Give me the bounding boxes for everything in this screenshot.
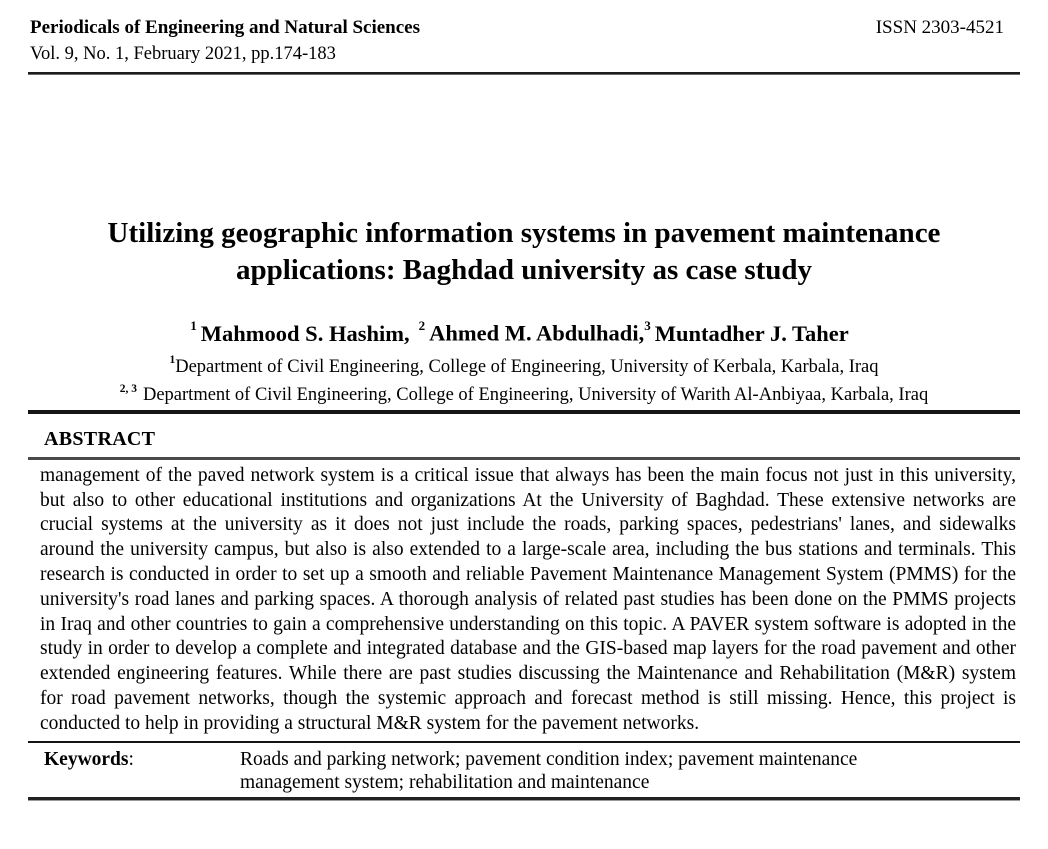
affiliation-text: Department of Civil Engineering, College of Engineering, University of Kerbala, Karbala, Iraq [175,356,879,377]
journal-header-row [30,15,1018,41]
affiliation-line [0,351,1048,379]
keywords-label-text: Keywords [44,748,129,770]
header-rule [28,72,1020,75]
affiliation-text: Department of Civil Engineering, College of Engineering, University of Warith Al-Anbiyaa, Karbala, Iraq [142,384,929,405]
keywords-text: Roads and parking network; pavement condition index; pavement maintenance management system; rehabilitation and maintenance [240,748,858,793]
author-name: Mahmood S. Hashim, [200,320,410,346]
author-name: Ahmed M. Abdulhadi, [429,320,645,346]
affiliation-superscript: 2, 3 [119,382,137,395]
author-name: Muntadher J. Taher [654,320,849,346]
keywords-row [44,748,1018,794]
keywords-top-rule [28,741,1020,743]
abstract-heading-rule [28,457,1020,460]
author-superscript: 2 [418,318,426,334]
keywords-label [44,748,240,794]
issn: ISSN 2303-4521 [875,17,1004,38]
abstract-text: management of the paved network system is a critical issue that always has been the main focus not just in this university, but also to other educational institutions and organizations At the University of Baghdad. These extensive networks are crucial systems at the university as it does not just include the roads, parking spaces, pedestrians' lanes, and sidewalks around the university campus, but also is also extended to a large-scale area, including the bus stations and terminals. This research is conducted in order to set up a smooth and reliable Pavement Maintenance Management System (PMMS) for the university's road lanes and parking spaces. A thorough analysis of related past studies has been done on the PMMS projects in Iraq and other countries to gain a comprehensive understanding on this topic. A PAVER system software is adopted in the study in order to develop a complete and integrated database and the GIS-based map layers for the road pavement and other extended engineering features. While there are past studies discussing the Maintenance and Rehabilitation (M&R) system for road pavement networks, though the systemic approach and forecast method is still missing. Hence, this project is conducted to help in providing a structural M&R system for the pavement networks. [40,464,1016,734]
author-superscript: 1 [190,318,197,334]
authors-line [0,314,1048,348]
author-superscript: 3 [644,318,651,334]
paper-title: Utilizing geographic information systems in pavement maintenance applications: Baghdad university as case study [107,217,941,286]
abstract-heading: ABSTRACT [44,427,156,450]
affiliation-superscript: 1 [169,354,176,367]
journal-header [0,0,1048,67]
bottom-rule [28,797,1020,801]
affiliation-line [0,379,1048,407]
journal-name: Periodicals of Engineering and Natural Sciences [30,17,421,38]
keywords-colon: : [128,748,134,770]
volume-info: Vol. 9, No. 1, February 2021, pp.174-183 [30,44,336,64]
affiliations [0,351,1048,407]
affiliation-rule [28,410,1020,414]
